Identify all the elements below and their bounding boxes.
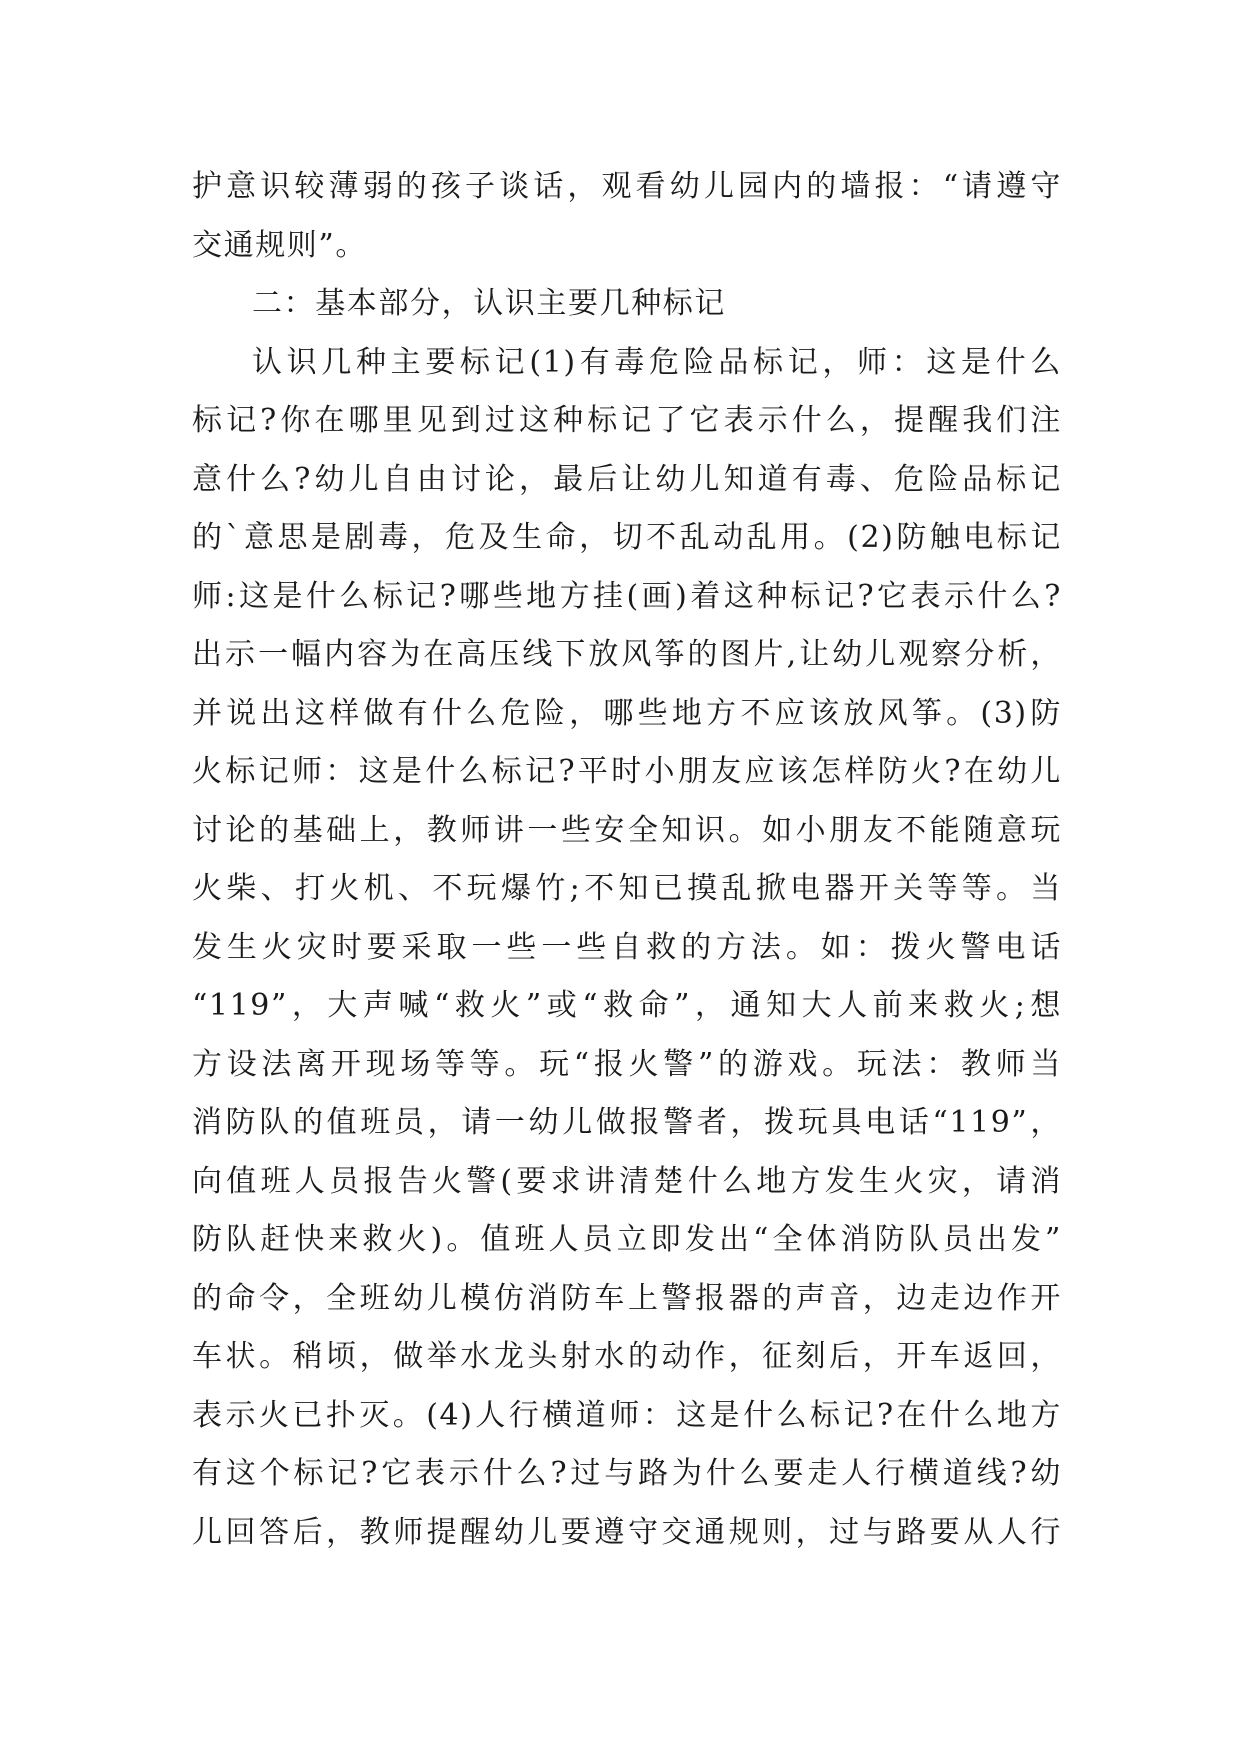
text-line: 讨论的基础上，教师讲一些安全知识。如小朋友不能随意玩 xyxy=(192,812,1062,848)
text-line: 二：基本部分，认识主要几种标记 xyxy=(252,286,726,321)
text-line: 火柴、打火机、不玩爆竹;不知已摸乱掀电器开关等等。当 xyxy=(192,871,1062,906)
body-text xyxy=(192,158,1062,1562)
text-line: 认识几种主要标记(1)有毒危险品标记，师：这是什么 xyxy=(252,344,1062,380)
text-line: 的`意思是剧毒，危及生命，切不乱动乱用。(2)防触电标记 xyxy=(192,520,1062,555)
text-line: 儿回答后，教师提醒幼儿要遵守交通规则，过与路要从人行 xyxy=(192,1514,1062,1550)
text-line: 并说出这样做有什么危险，哪些地方不应该放风筝。(3)防 xyxy=(192,695,1062,731)
text-line: 师:这是什么标记?哪些地方挂(画)着这种标记?它表示什么? xyxy=(192,578,1062,614)
text-line: 发生火灾时要采取一些一些自救的方法。如：拨火警电话 xyxy=(192,929,1062,965)
text-line: “119”，大声喊“救火”或“救命”，通知大人前来救火;想 xyxy=(192,988,1062,1023)
text-line: 防队赶快来救火)。值班人员立即发出“全体消防队员出发” xyxy=(192,1222,1062,1257)
text-line: 车状。稍顷，做举水龙头射水的动作，征刻后，开车返回， xyxy=(192,1339,1062,1374)
text-line: 的命令，全班幼儿模仿消防车上警报器的声音，边走边作开 xyxy=(192,1280,1062,1316)
text-line: 方设法离开现场等等。玩“报火警”的游戏。玩法：教师当 xyxy=(192,1046,1062,1082)
text-line: 护意识较薄弱的孩子谈话，观看幼儿园内的墙报：“请遵守 xyxy=(192,169,1062,204)
text-line: 有这个标记?它表示什么?过与路为什么要走人行横道线?幼 xyxy=(192,1456,1062,1491)
text-line: 消防队的值班员，请一幼儿做报警者，拨玩具电话“119”， xyxy=(192,1105,1062,1140)
text-line: 意什么?幼儿自由讨论，最后让幼儿知道有毒、危险品标记 xyxy=(192,461,1062,497)
text-line: 标记?你在哪里见到过这种标记了它表示什么，提醒我们注 xyxy=(192,403,1062,438)
text-line: 火标记师：这是什么标记?平时小朋友应该怎样防火?在幼儿 xyxy=(192,754,1062,789)
text-line: 表示火已扑灭。(4)人行横道师：这是什么标记?在什么地方 xyxy=(192,1397,1062,1433)
text-line: 交通规则”。 xyxy=(192,227,367,263)
text-line: 向值班人员报告火警(要求讲清楚什么地方发生火灾，请消 xyxy=(192,1163,1062,1199)
text-line: 出示一幅内容为在高压线下放风筝的图片,让幼儿观察分析， xyxy=(192,637,1062,672)
